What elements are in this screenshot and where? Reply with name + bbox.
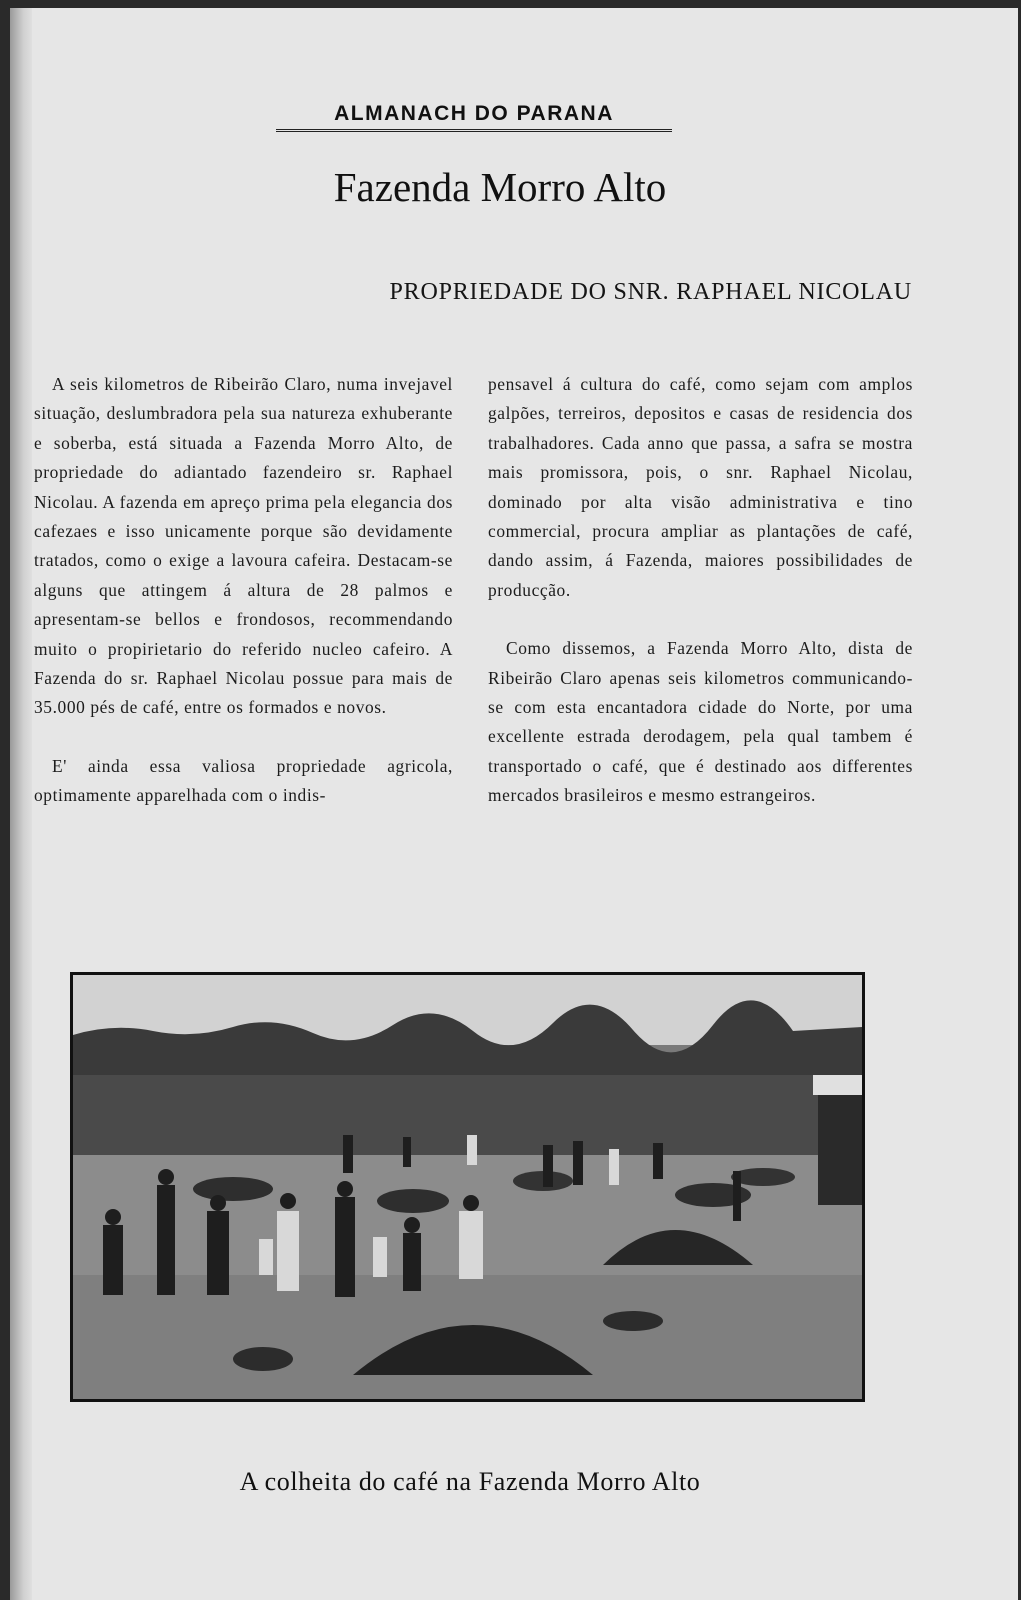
text-column-left (34, 370, 453, 840)
article-subtitle: PROPRIEDADE DO SNR. RAPHAEL NICOLAU (389, 279, 912, 305)
paragraph: pensavel á cultura do café, como sejam com amplos galpões, terreiros, depositos e casas de residencia dos trabalhadores. Cada anno que passa, a safra se mostra mais promissora, pois, o snr. Raphael Nicolau, dominado por alta visão administrativa e tino commercial, procura ampliar as plantações de café, dando assim, á Fazenda, maiores possibilidades de producção. (488, 374, 913, 600)
running-header: ALMANACH DO PARANA (276, 102, 672, 132)
photograph-coffee-harvest (70, 972, 865, 1402)
text-column-right (488, 370, 913, 840)
paragraph: Como dissemos, a Fazenda Morro Alto, dista de Ribeirão Claro apenas seis kilometros communicando-se com esta encantadora cidade do Norte, por uma excellente estrada derodagem, pela qual tambem é transportado o café, que é destinado aos differentes mercados brasileiros e mesmo estrangeiros. (488, 638, 913, 806)
photo-caption: A colheita do café na Fazenda Morro Alto (239, 1467, 701, 1496)
article-title: Fazenda Morro Alto (333, 164, 667, 210)
paragraph: E' ainda essa valiosa propriedade agricola, optimamente apparelhada com o indis- (34, 755, 453, 806)
binding-edge (10, 8, 32, 1600)
paragraph: A seis kilometros de Ribeirão Claro, numa invejavel situação, deslumbradora pela sua natureza exhuberante e soberba, está situada a Fazenda Morro Alto, de propriedade do adiantado fazendeiro sr. Raphael Nicolau. A fazenda em apreço prima pela elegancia dos cafezaes e isso unicamente porque são devidamente tratados, como o exige a lavoura cafeira. Destacam-se alguns que attingem á altura de 28 palmos e apresentam-se bellos e frondosos, recommendando muito o propirietario do referido nucleo cafeiro. A Fazenda do sr. Raphael Nicolau possue para mais de 35.000 pés de café, entre os formados e novos. (34, 374, 453, 718)
